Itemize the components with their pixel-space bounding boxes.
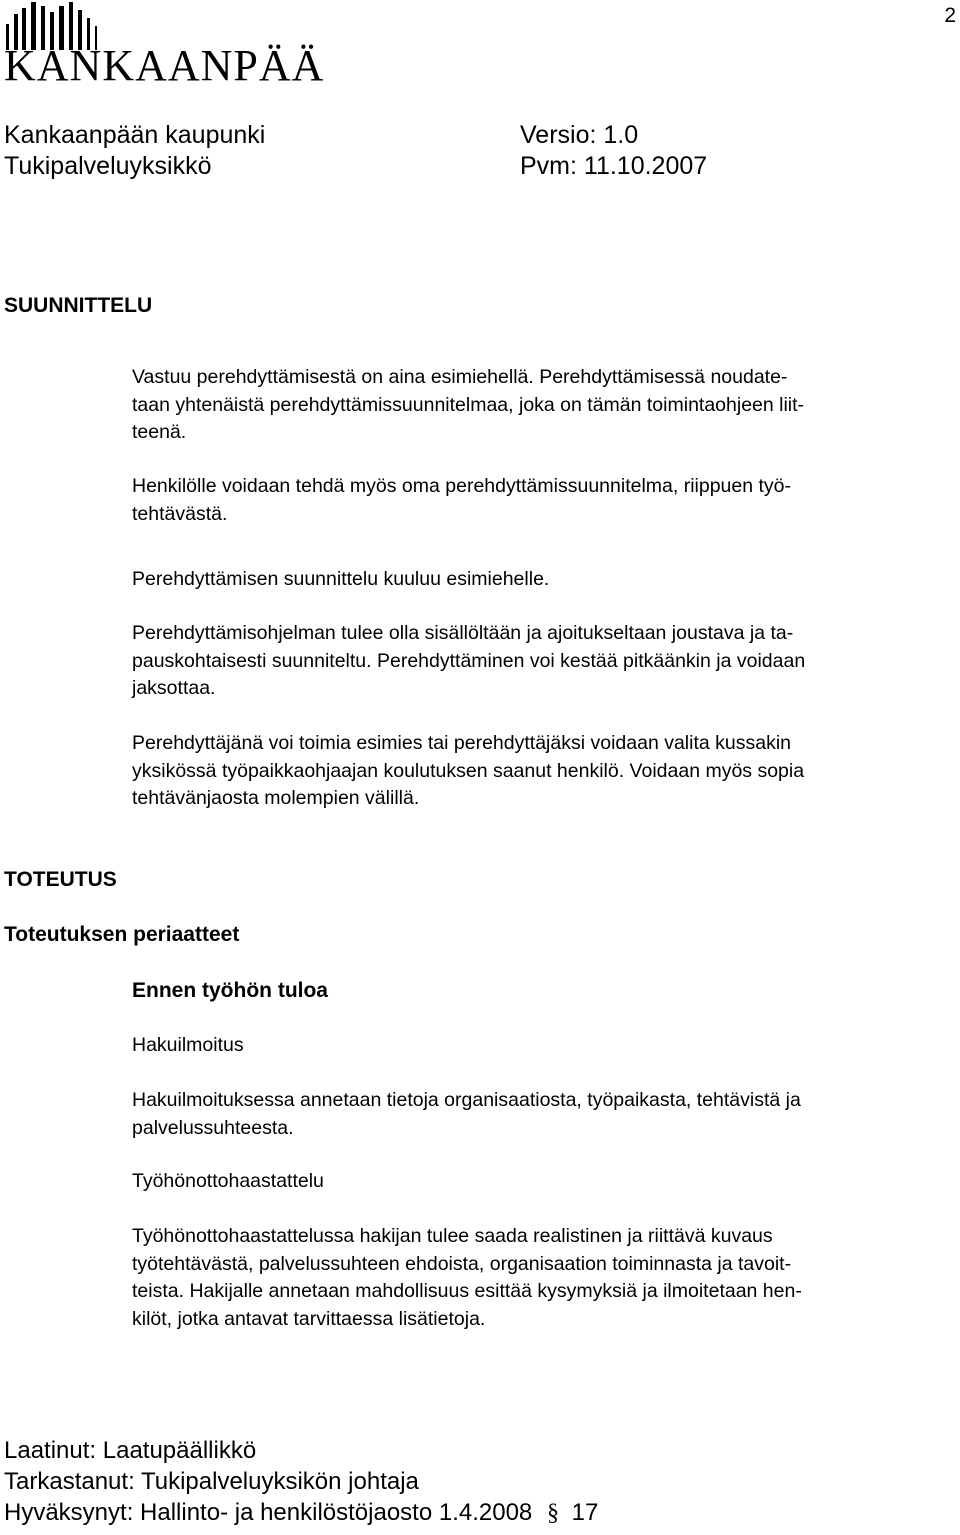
unit-name: Tukipalveluyksikkö	[4, 152, 212, 180]
haastattelu-title: Työhönottohaastattelu	[132, 1170, 324, 1192]
version: Versio: 1.0	[520, 121, 639, 149]
text-line: yksikössä työpaikkaohjaajan koulutuksen saanut henkilö. Voidaan myös sopia	[132, 759, 805, 782]
subheading-principles: Toteutuksen periaatteet	[4, 923, 240, 946]
paragraph-program-flexibility	[132, 620, 955, 703]
paragraph-responsibility	[132, 364, 955, 447]
footer-prepared-by: Laatinut: Laatupäällikkö	[4, 1437, 257, 1464]
paragraph-job-ad	[132, 1087, 955, 1142]
paragraph-individual-plan	[132, 473, 955, 528]
kankaanpaa-logo	[2, 0, 342, 92]
phase-heading: Ennen työhön tuloa	[132, 979, 328, 1002]
paragraph-mentor	[132, 730, 955, 813]
text-line: teenä.	[132, 421, 187, 443]
footer-approved-by	[4, 1497, 598, 1529]
footer-checked-by: Tarkastanut: Tukipalveluyksikön johtaja	[4, 1468, 419, 1495]
text-line: työtehtävästä, palvelussuhteen ehdoista, organisaation toiminnasta ja tavoit-	[132, 1252, 792, 1275]
section-sign: §	[546, 1500, 559, 1526]
section-heading-toteutus: TOTEUTUS	[4, 868, 117, 891]
text-line: palvelussuhteesta.	[132, 1116, 294, 1139]
text-line: kilöt, jotka antavat tarvittaessa lisätietoja.	[132, 1307, 486, 1330]
text-line: teista. Hakijalle annetaan mahdollisuus esittää kysymyksiä ja ilmoitetaan hen-	[132, 1280, 802, 1302]
paragraph-interview	[132, 1223, 955, 1333]
text-line: jaksottaa.	[132, 677, 216, 699]
text-line: tehtävästä.	[132, 502, 228, 525]
text-line: Perehdyttäjänä voi toimia esimies tai perehdyttäjäksi voidaan valita kussakin	[132, 732, 792, 754]
text-line: Vastuu perehdyttämisestä on aina esimiehellä. Perehdyttämisessä noudate-	[132, 366, 788, 388]
page-number: 2	[944, 4, 956, 27]
text-line: Perehdyttämisohjelman tulee olla sisällöltään ja ajoitukseltaan joustava ja ta-	[132, 622, 794, 644]
org-name: Kankaanpään kaupunki	[4, 121, 266, 149]
text-line: pauskohtaisesti suunniteltu. Perehdyttäminen voi kestää pitkäänkin ja voidaan	[132, 649, 806, 672]
section-number: 17	[571, 1499, 599, 1526]
document-date: Pvm: 11.10.2007	[520, 152, 708, 180]
section-heading-suunnittelu: SUUNNITTELU	[4, 294, 153, 317]
text-line: tehtävänjaosta molempien välillä.	[132, 787, 420, 809]
text-line: Henkilölle voidaan tehdä myös oma perehdyttämissuunnitelma, riippuen työ-	[132, 475, 792, 497]
text-line: Perehdyttämisen suunnittelu kuuluu esimiehelle.	[132, 568, 550, 590]
hakuilmoitus-title: Hakuilmoitus	[132, 1034, 244, 1056]
text-line: taan yhtenäistä perehdyttämissuunnitelmaa, joka on tämän toimintaohjeen liit-	[132, 393, 805, 416]
paragraph-planning-owner	[132, 566, 955, 594]
logo-wordmark: KANKAANPÄÄ	[4, 41, 325, 90]
approved-text: Hyväksynyt: Hallinto- ja henkilöstöjaosto 1.4.2008	[4, 1499, 533, 1526]
text-line: Työhönottohaastattelussa hakijan tulee saada realistinen ja riittävä kuvaus	[132, 1225, 773, 1247]
text-line: Hakuilmoituksessa annetaan tietoja organisaatiosta, työpaikasta, tehtävistä ja	[132, 1089, 801, 1111]
